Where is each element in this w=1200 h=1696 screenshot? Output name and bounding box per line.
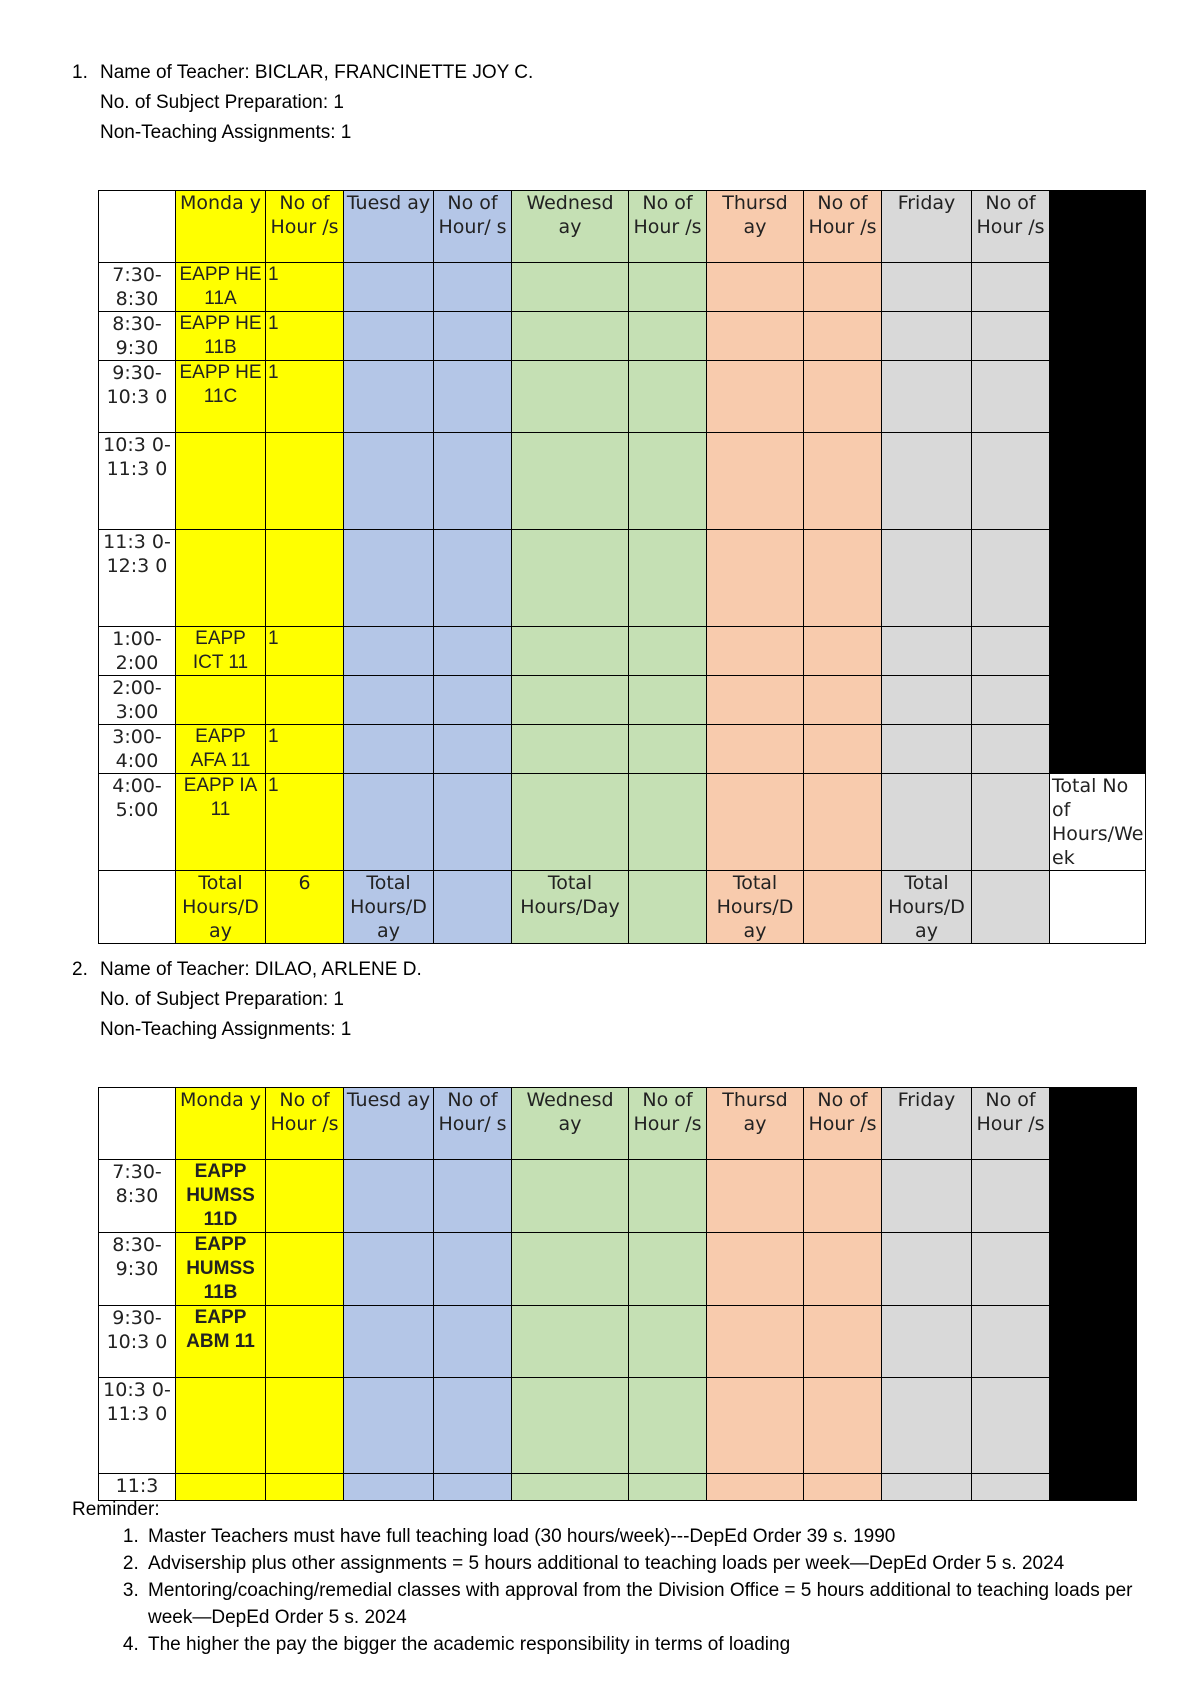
header-thursday: Thursd ay xyxy=(707,1088,804,1160)
table-row xyxy=(99,433,1146,530)
time-slot: 8:30- 9:30 xyxy=(99,1233,176,1306)
total-week-value xyxy=(1050,871,1146,944)
header-friday: Friday xyxy=(882,1088,972,1160)
totals-row xyxy=(99,871,1146,944)
schedule-table-teacher-1 xyxy=(98,190,1146,944)
table-row xyxy=(99,530,1146,627)
time-slot: 7:30- 8:30 xyxy=(99,263,176,312)
teacher-number: 1. xyxy=(72,62,88,83)
monday-hours xyxy=(266,530,344,627)
header-thursday-hours: No of Hour /s xyxy=(804,1088,882,1160)
header-wednesday: Wednesd ay xyxy=(512,191,629,263)
header-tuesday: Tuesd ay xyxy=(344,191,434,263)
reminder-section xyxy=(72,1496,1152,1658)
time-slot: 11:3 0- 12:3 0 xyxy=(99,530,176,627)
monday-subject: EAPP HE 11B xyxy=(176,312,266,361)
header-monday-hours: No of Hour /s xyxy=(266,1088,344,1160)
monday-subject: EAPP ABM 11 xyxy=(176,1306,266,1378)
teacher-2-info xyxy=(72,955,422,1045)
total-week-label: Total No of Hours/We ek xyxy=(1050,774,1146,871)
reminder-title: Reminder: xyxy=(72,1499,160,1520)
table-row xyxy=(99,1306,1137,1378)
time-slot: 7:30- 8:30 xyxy=(99,1160,176,1233)
table-row xyxy=(99,774,1146,871)
monday-subject: EAPP HUMSS 11D xyxy=(176,1160,266,1233)
monday-hours: 1 xyxy=(266,774,344,871)
header-tuesday: Tuesd ay xyxy=(344,1088,434,1160)
reminder-list xyxy=(72,1523,1152,1658)
table-row xyxy=(99,725,1146,774)
reminder-item: 3. Mentoring/coaching/remedial classes with approval from the Division Office = 5 hours additional to teaching loads per week—DepEd Order 5 s. 2024 xyxy=(144,1577,1152,1631)
monday-hours: 1 xyxy=(266,361,344,433)
monday-total-label: Total Hours/D ay xyxy=(176,871,266,944)
header-monday: Monda y xyxy=(176,191,266,263)
monday-subject: EAPP IA 11 xyxy=(176,774,266,871)
table-row xyxy=(99,1160,1137,1233)
non-teaching-assignments: Non-Teaching Assignments: 1 xyxy=(100,1019,352,1040)
header-monday: Monda y xyxy=(176,1088,266,1160)
monday-subject: EAPP AFA 11 xyxy=(176,725,266,774)
table-header-row xyxy=(99,1088,1137,1160)
corner-cell xyxy=(99,191,176,263)
subject-preparation: No. of Subject Preparation: 1 xyxy=(100,92,344,113)
header-wednesday-hours: No of Hour /s xyxy=(629,1088,707,1160)
wednesday-total-label: Total Hours/Day xyxy=(512,871,629,944)
header-thursday-hours: No of Hour /s xyxy=(804,191,882,263)
monday-subject: EAPP HUMSS 11B xyxy=(176,1233,266,1306)
corner-cell xyxy=(99,1088,176,1160)
time-slot: 1:00- 2:00 xyxy=(99,627,176,676)
tuesday-total-label: Total Hours/D ay xyxy=(344,871,434,944)
monday-subject: EAPP HE 11A xyxy=(176,263,266,312)
schedule-table-teacher-2 xyxy=(98,1087,1137,1501)
total-week-column xyxy=(1050,1088,1137,1160)
monday-subject: EAPP ICT 11 xyxy=(176,627,266,676)
time-slot: 2:00- 3:00 xyxy=(99,676,176,725)
table-row xyxy=(99,627,1146,676)
monday-subject: EAPP HE 11C xyxy=(176,361,266,433)
reminder-item: 2. Advisership plus other assignments = 5 hours additional to teaching loads per week—DepEd Order 5 s. 2024 xyxy=(144,1550,1152,1577)
teacher-name: Name of Teacher: DILAO, ARLENE D. xyxy=(100,959,422,980)
time-slot: 10:3 0- 11:3 0 xyxy=(99,1378,176,1474)
time-slot: 8:30- 9:30 xyxy=(99,312,176,361)
monday-hours: 1 xyxy=(266,312,344,361)
time-slot: 11:3 xyxy=(99,1474,176,1501)
monday-hours: 1 xyxy=(266,627,344,676)
table-row xyxy=(99,263,1146,312)
time-slot: 9:30- 10:3 0 xyxy=(99,361,176,433)
header-monday-hours: No of Hour /s xyxy=(266,191,344,263)
time-slot: 3:00- 4:00 xyxy=(99,725,176,774)
monday-hours xyxy=(266,433,344,530)
monday-total-value: 6 xyxy=(266,871,344,944)
monday-subject xyxy=(176,1378,266,1474)
monday-subject xyxy=(176,433,266,530)
header-thursday: Thursd ay xyxy=(707,191,804,263)
monday-hours: 1 xyxy=(266,725,344,774)
header-friday: Friday xyxy=(882,191,972,263)
table-row xyxy=(99,312,1146,361)
thursday-total-label: Total Hours/D ay xyxy=(707,871,804,944)
teacher-1-info xyxy=(72,58,533,148)
header-friday-hours: No of Hour /s xyxy=(972,1088,1050,1160)
monday-subject xyxy=(176,676,266,725)
table-row xyxy=(99,676,1146,725)
time-slot: 10:3 0- 11:3 0 xyxy=(99,433,176,530)
header-friday-hours: No of Hour /s xyxy=(972,191,1050,263)
non-teaching-assignments: Non-Teaching Assignments: 1 xyxy=(100,122,352,143)
subject-preparation: No. of Subject Preparation: 1 xyxy=(100,989,344,1010)
monday-hours xyxy=(266,676,344,725)
header-wednesday-hours: No of Hour /s xyxy=(629,191,707,263)
table-row xyxy=(99,1233,1137,1306)
table-row xyxy=(99,361,1146,433)
monday-subject xyxy=(176,530,266,627)
table-row xyxy=(99,1378,1137,1474)
header-tuesday-hours: No of Hour/ s xyxy=(434,191,512,263)
header-tuesday-hours: No of Hour/ s xyxy=(434,1088,512,1160)
table-header-row xyxy=(99,191,1146,263)
header-wednesday: Wednesd ay xyxy=(512,1088,629,1160)
total-week-column xyxy=(1050,191,1146,263)
teacher-name: Name of Teacher: BICLAR, FRANCINETTE JOY C. xyxy=(100,62,534,83)
teacher-number: 2. xyxy=(72,959,88,980)
friday-total-label: Total Hours/D ay xyxy=(882,871,972,944)
time-slot: 4:00- 5:00 xyxy=(99,774,176,871)
reminder-item: 4. The higher the pay the bigger the academic responsibility in terms of loading xyxy=(144,1631,1152,1658)
time-slot: 9:30- 10:3 0 xyxy=(99,1306,176,1378)
reminder-item: 1. Master Teachers must have full teaching load (30 hours/week)---DepEd Order 39 s. 1990 xyxy=(144,1523,1152,1550)
monday-hours: 1 xyxy=(266,263,344,312)
